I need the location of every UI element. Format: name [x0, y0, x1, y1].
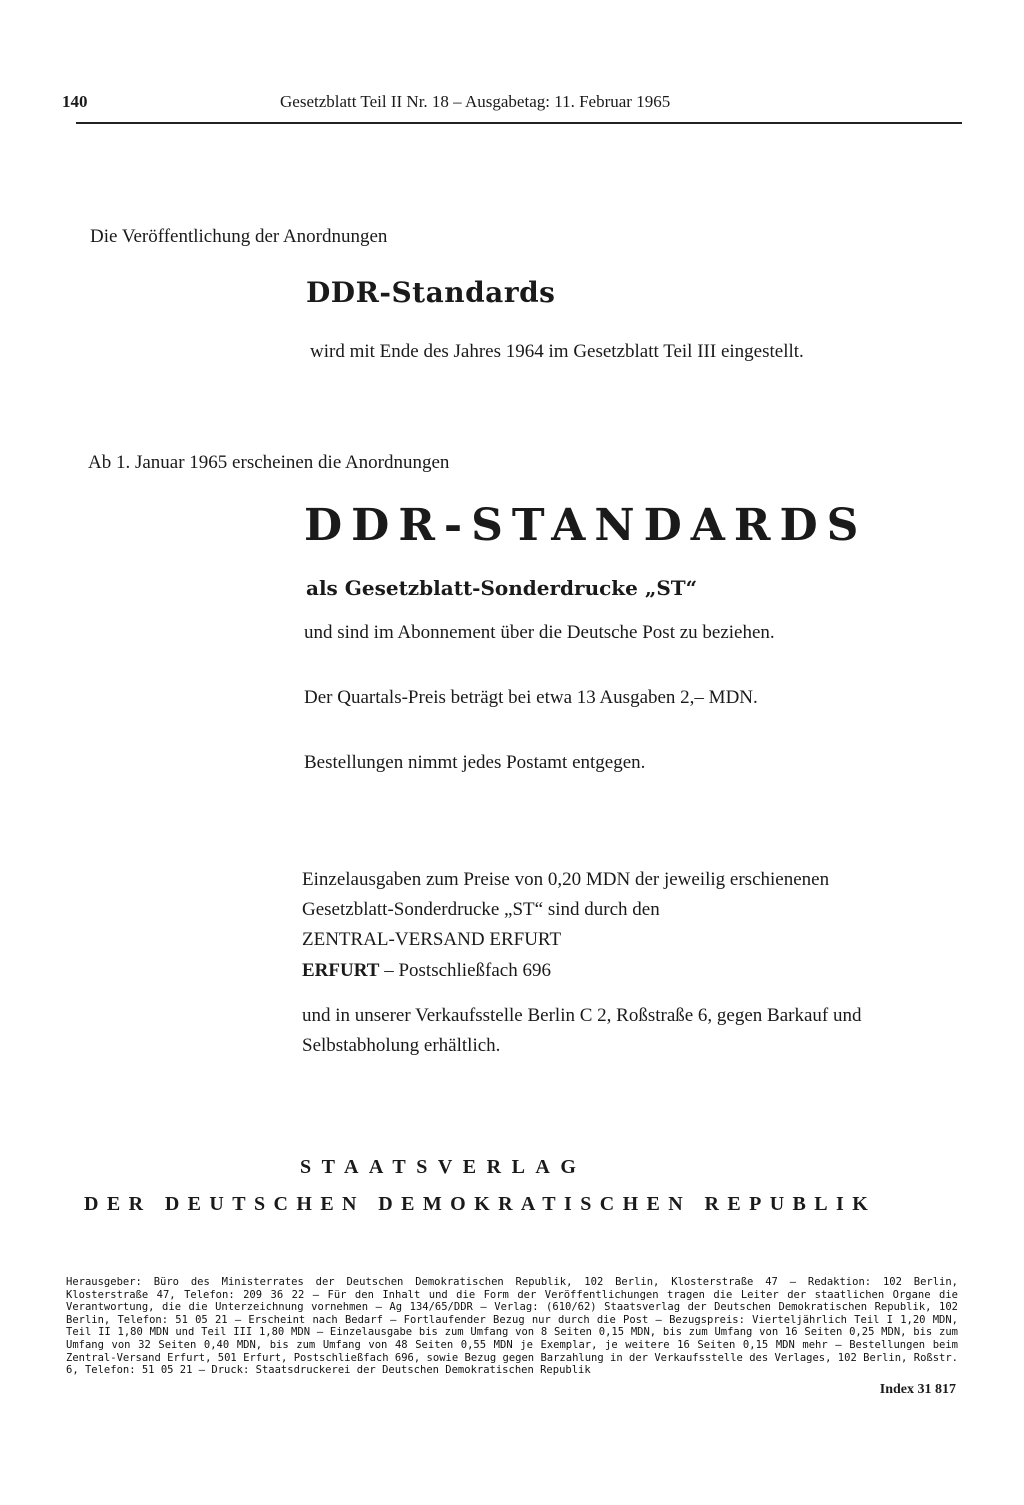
notice-new-line3: Bestellungen nimmt jedes Postamt entgegen.: [304, 752, 646, 773]
notice-old-title: DDR-Standards: [306, 276, 556, 309]
imprint-text: Herausgeber: Büro des Ministerrates der Deutschen Demokratischen Republik, 102 Berlin, Klosterstraße 47 – Redaktion: 102 Berlin, Klosterstraße 47, Telefon: 209 36 22 – Für den Inhalt und die Form der Veröffentlichungen tragen die Leiter der staatlichen Organe die Verantwortung, die die Unterzeichnung vornehmen – Ag 134/65/DDR – Verlag: (610/62) Staatsverlag der Deutschen Demokratischen Republik, 102 Berlin, Telefon: 51 05 21 – Erscheint nach Bedarf – Fortlaufender Bezug nur durch die Post – Bezugspreis: Vierteljährlich Teil I 1,20 MDN, Teil II 1,80 MDN und Teil III 1,80 MDN – Einzelausgabe bis zum Umfang von 8 Seiten 0,15 MDN, bis zum Umfang von 16 Seiten 0,25 MDN, bis zum Umfang von 32 Seiten 0,40 MDN, bis zum Umfang von 48 Seiten 0,55 MDN je Exemplar, je weitere 16 Seiten 0,15 MDN mehr – Bestellungen beim Zentral-Versand Erfurt, 501 Erfurt, Postschließfach 696, sowie Bezug gegen Barzahlung in der Verkaufsstelle des Verlages, 102 Berlin, Roßstr. 6, Telefon: 51 05 21 – Druck: Staatsdruckerei der Deutschen Demokratischen Republik: [66, 1276, 958, 1377]
publisher-line1: STAATSVERLAG: [300, 1156, 587, 1178]
publisher-line2: DER DEUTSCHEN DEMOKRATISCHEN REPUBLIK: [84, 1193, 877, 1215]
single-issues-address: – Postschließfach 696: [379, 960, 551, 981]
single-issues-line2: Gesetzblatt-Sonderdrucke „ST“ sind durch den: [302, 899, 660, 920]
running-head: Gesetzblatt Teil II Nr. 18 – Ausgabetag: 11. Februar 1965: [280, 92, 671, 111]
header-rule: [76, 122, 962, 124]
single-issues-line6: Selbstabholung erhältlich.: [302, 1035, 501, 1056]
notice-old-text: wird mit Ende des Jahres 1964 im Gesetzblatt Teil III eingestellt.: [310, 341, 804, 362]
notice-new-line1: und sind im Abonnement über die Deutsche Post zu beziehen.: [304, 622, 775, 643]
notice-new-title: DDR-STANDARDS: [304, 500, 868, 551]
imprint-index: Index 31 817: [879, 1382, 956, 1397]
notice-new-line2: Der Quartals-Preis beträgt bei etwa 13 Ausgaben 2,– MDN.: [304, 687, 758, 708]
notice-new-intro: Ab 1. Januar 1965 erscheinen die Anordnungen: [88, 452, 450, 473]
page-number: 140: [62, 92, 88, 111]
notice-old-intro: Die Veröffentlichung der Anordnungen: [90, 226, 388, 247]
single-issues-line5: und in unserer Verkaufsstelle Berlin C 2, Roßstraße 6, gegen Barkauf und: [302, 1005, 862, 1026]
single-issues-line1: Einzelausgaben zum Preise von 0,20 MDN der jeweilig erschienenen: [302, 869, 830, 890]
single-issues-address-line: [302, 960, 551, 982]
notice-new-subtitle: als Gesetzblatt-Sonderdrucke „ST“: [306, 576, 698, 600]
single-issues-line3: ZENTRAL-VERSAND ERFURT: [302, 929, 562, 950]
single-issues-city: ERFURT: [302, 960, 380, 981]
